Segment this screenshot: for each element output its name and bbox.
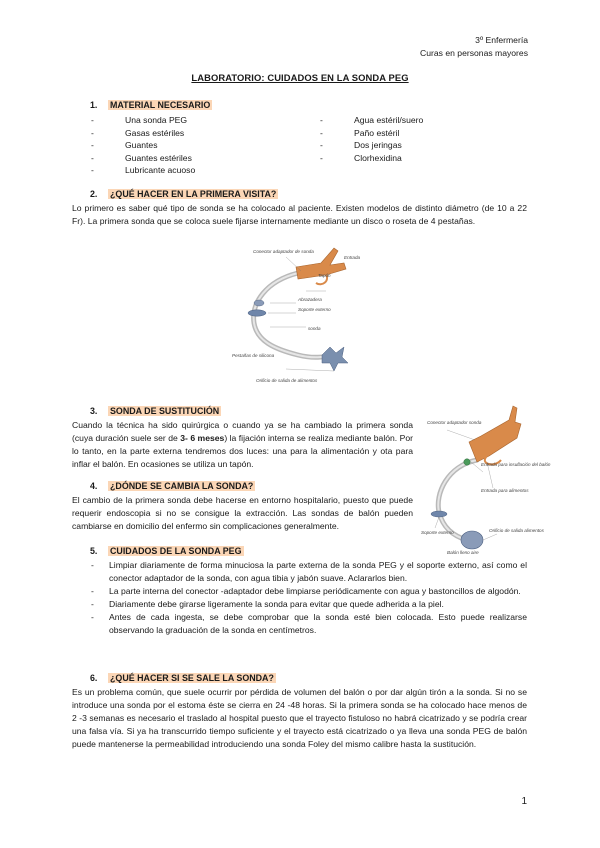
section-4-heading — [90, 481, 255, 491]
header-course: 3º Enfermería — [475, 35, 528, 45]
section-6-number: 6. — [90, 673, 98, 683]
list-item: - Guantes — [90, 139, 195, 152]
document-title: LABORATORIO: CUIDADOS EN LA SONDA PEG — [191, 72, 409, 83]
section-2-heading — [90, 189, 278, 199]
section-6-paragraph: Es un problema común, que suele ocurrir por pérdida de volumen del balón o por dar algún tirón a la sonda. Si no se introduce una sonda por el estoma éste se cierra en 24 -48 horas. Si la primera sonda se ha colocado hace menos de 2 -3 semanas es necesario el traslado al hospital puesto que el trayecto fistuloso no habrá cicatrizado y se podría crear una falsa vía. Si ya ha transcurrido tiempo suficiente y el trayecto está cicatrizado o ya lleva una sonda PEG de balón puede mantenerse la permeabilidad introduciendo una sonda Foley del mismo calibre hasta la sustitución. — [72, 687, 527, 749]
section-1-heading — [90, 100, 212, 110]
section-5-heading — [90, 546, 244, 556]
balloon-shape — [461, 531, 483, 549]
header-subject: Curas en personas mayores — [420, 48, 528, 58]
section-6-heading — [90, 673, 276, 683]
label-abrazadera: Abrazadera — [298, 297, 322, 302]
section-3-text-a: Cuando la técnica ha sido quirúrgica o cuando ya se ha cambiado la primera sonda (cuya duración suele ser de — [72, 420, 413, 443]
label-orificio-salida: Orificio de salida alimentos — [489, 528, 544, 533]
clamp-shape — [254, 300, 264, 306]
section-5-title: CUIDADOS DE LA SONDA PEG — [110, 546, 242, 556]
list-item: - Gasas estériles — [90, 127, 195, 140]
label-orificio-salida: Orificio de salida de alimentos — [256, 378, 318, 383]
label-entrada: Entrada — [344, 255, 361, 260]
label-connector: Conector adaptador sonda — [427, 420, 482, 425]
list-item: - Clorhexidina — [319, 152, 423, 165]
list-item: - Guantes estériles — [90, 152, 195, 165]
list-item: - Limpiar diariamente de forma minuciosa la parte externa de la sonda PEG y el soporte externo, así como el conector adaptador de la sonda, con agua tibia y jabón suave. Aclararlos bien. — [90, 559, 527, 585]
section-2-number: 2. — [90, 189, 98, 199]
label-entrada-insuflacion: Entrada para insuflación del balón — [481, 462, 551, 467]
list-item: - Una sonda PEG — [90, 114, 195, 127]
section-3-heading — [90, 406, 221, 416]
section-1-title: MATERIAL NECESARIO — [110, 100, 211, 110]
materials-list-col1 — [90, 114, 195, 177]
materials-list-col2 — [319, 114, 423, 164]
label-soporte-externo: Soporte externo — [421, 530, 454, 535]
section-6-title: ¿QUÉ HACER SI SE SALE LA SONDA? — [110, 673, 274, 683]
section-4-title: ¿DÓNDE SE CAMBIA LA SONDA? — [110, 481, 254, 491]
list-item: - Lubricante acuoso — [90, 164, 195, 177]
list-item: - Antes de cada ingesta, se debe comprobar que la sonda esté bien colocada. Esto puede realizarse observando la graduación de la sonda en centímetros. — [90, 611, 527, 637]
section-3-paragraph — [72, 419, 413, 471]
list-item: - Agua estéril/suero — [319, 114, 423, 127]
section-3-text-b: ) la fijación interna se realiza mediante balón. Por lo tanto, en la parte externa tendremos dos luces: una para la alimentación y ota para inflar el balón. En ocasiones se utiliza un tapón. — [72, 432, 413, 469]
peg-tube-diagram — [226, 243, 386, 393]
page-number: 1 — [521, 796, 527, 807]
section-1-number: 1. — [90, 100, 98, 110]
label-pestanas: Pestañas de silicona — [232, 353, 275, 358]
section-3-number: 3. — [90, 406, 98, 416]
external-support-shape — [431, 511, 447, 517]
section-5-number: 5. — [90, 546, 98, 556]
section-3-title: SONDA DE SUSTITUCIÓN — [110, 406, 220, 416]
label-balon: Balón lleno aire — [447, 550, 479, 555]
list-item: - La parte interna del conector -adaptador debe limpiarse periódicamente con agua y bastoncillos de algodón. — [90, 585, 527, 598]
section-4-paragraph: El cambio de la primera sonda debe hacerse en entorno hospitalario, puesto que puede requerir endoscopia si no se consigue la extracción. Las sondas de balón pueden cambiarse en domicilio del enfermo sin complicaciones generalmente. — [72, 495, 413, 531]
label-entrada-alimentos: Entrada para alimentos — [481, 488, 529, 493]
external-support-shape — [248, 310, 266, 316]
list-item: - Dos jeringas — [319, 139, 423, 152]
valve-shape — [464, 459, 470, 465]
section-2-title: ¿QUÉ HACER EN LA PRIMERA VISITA? — [110, 189, 277, 199]
label-tapon: Tapón — [318, 273, 331, 278]
section-3-text-bold: 3- 6 meses — [180, 432, 225, 443]
section-2-paragraph: Lo primero es saber qué tipo de sonda se ha colocado al paciente. Existen modelos de distinto diámetro (de 10 a 22 Fr). La primera sonda que se coloca suele fijarse internamente mediante un disco o roseta de 4 pestañas. — [72, 203, 527, 226]
list-item: - Diariamente debe girarse ligeramente la sonda para evitar que quede adherida a la piel. — [90, 598, 527, 611]
label-soporte-externo: Soporte externo — [298, 307, 331, 312]
label-connector: Conector adaptador de sonda — [253, 249, 314, 254]
balloon-tube-diagram — [417, 402, 551, 557]
section-4-number: 4. — [90, 481, 98, 491]
label-sonda: sonda — [308, 326, 321, 331]
care-list — [90, 559, 527, 636]
list-item: - Paño estéril — [319, 127, 423, 140]
